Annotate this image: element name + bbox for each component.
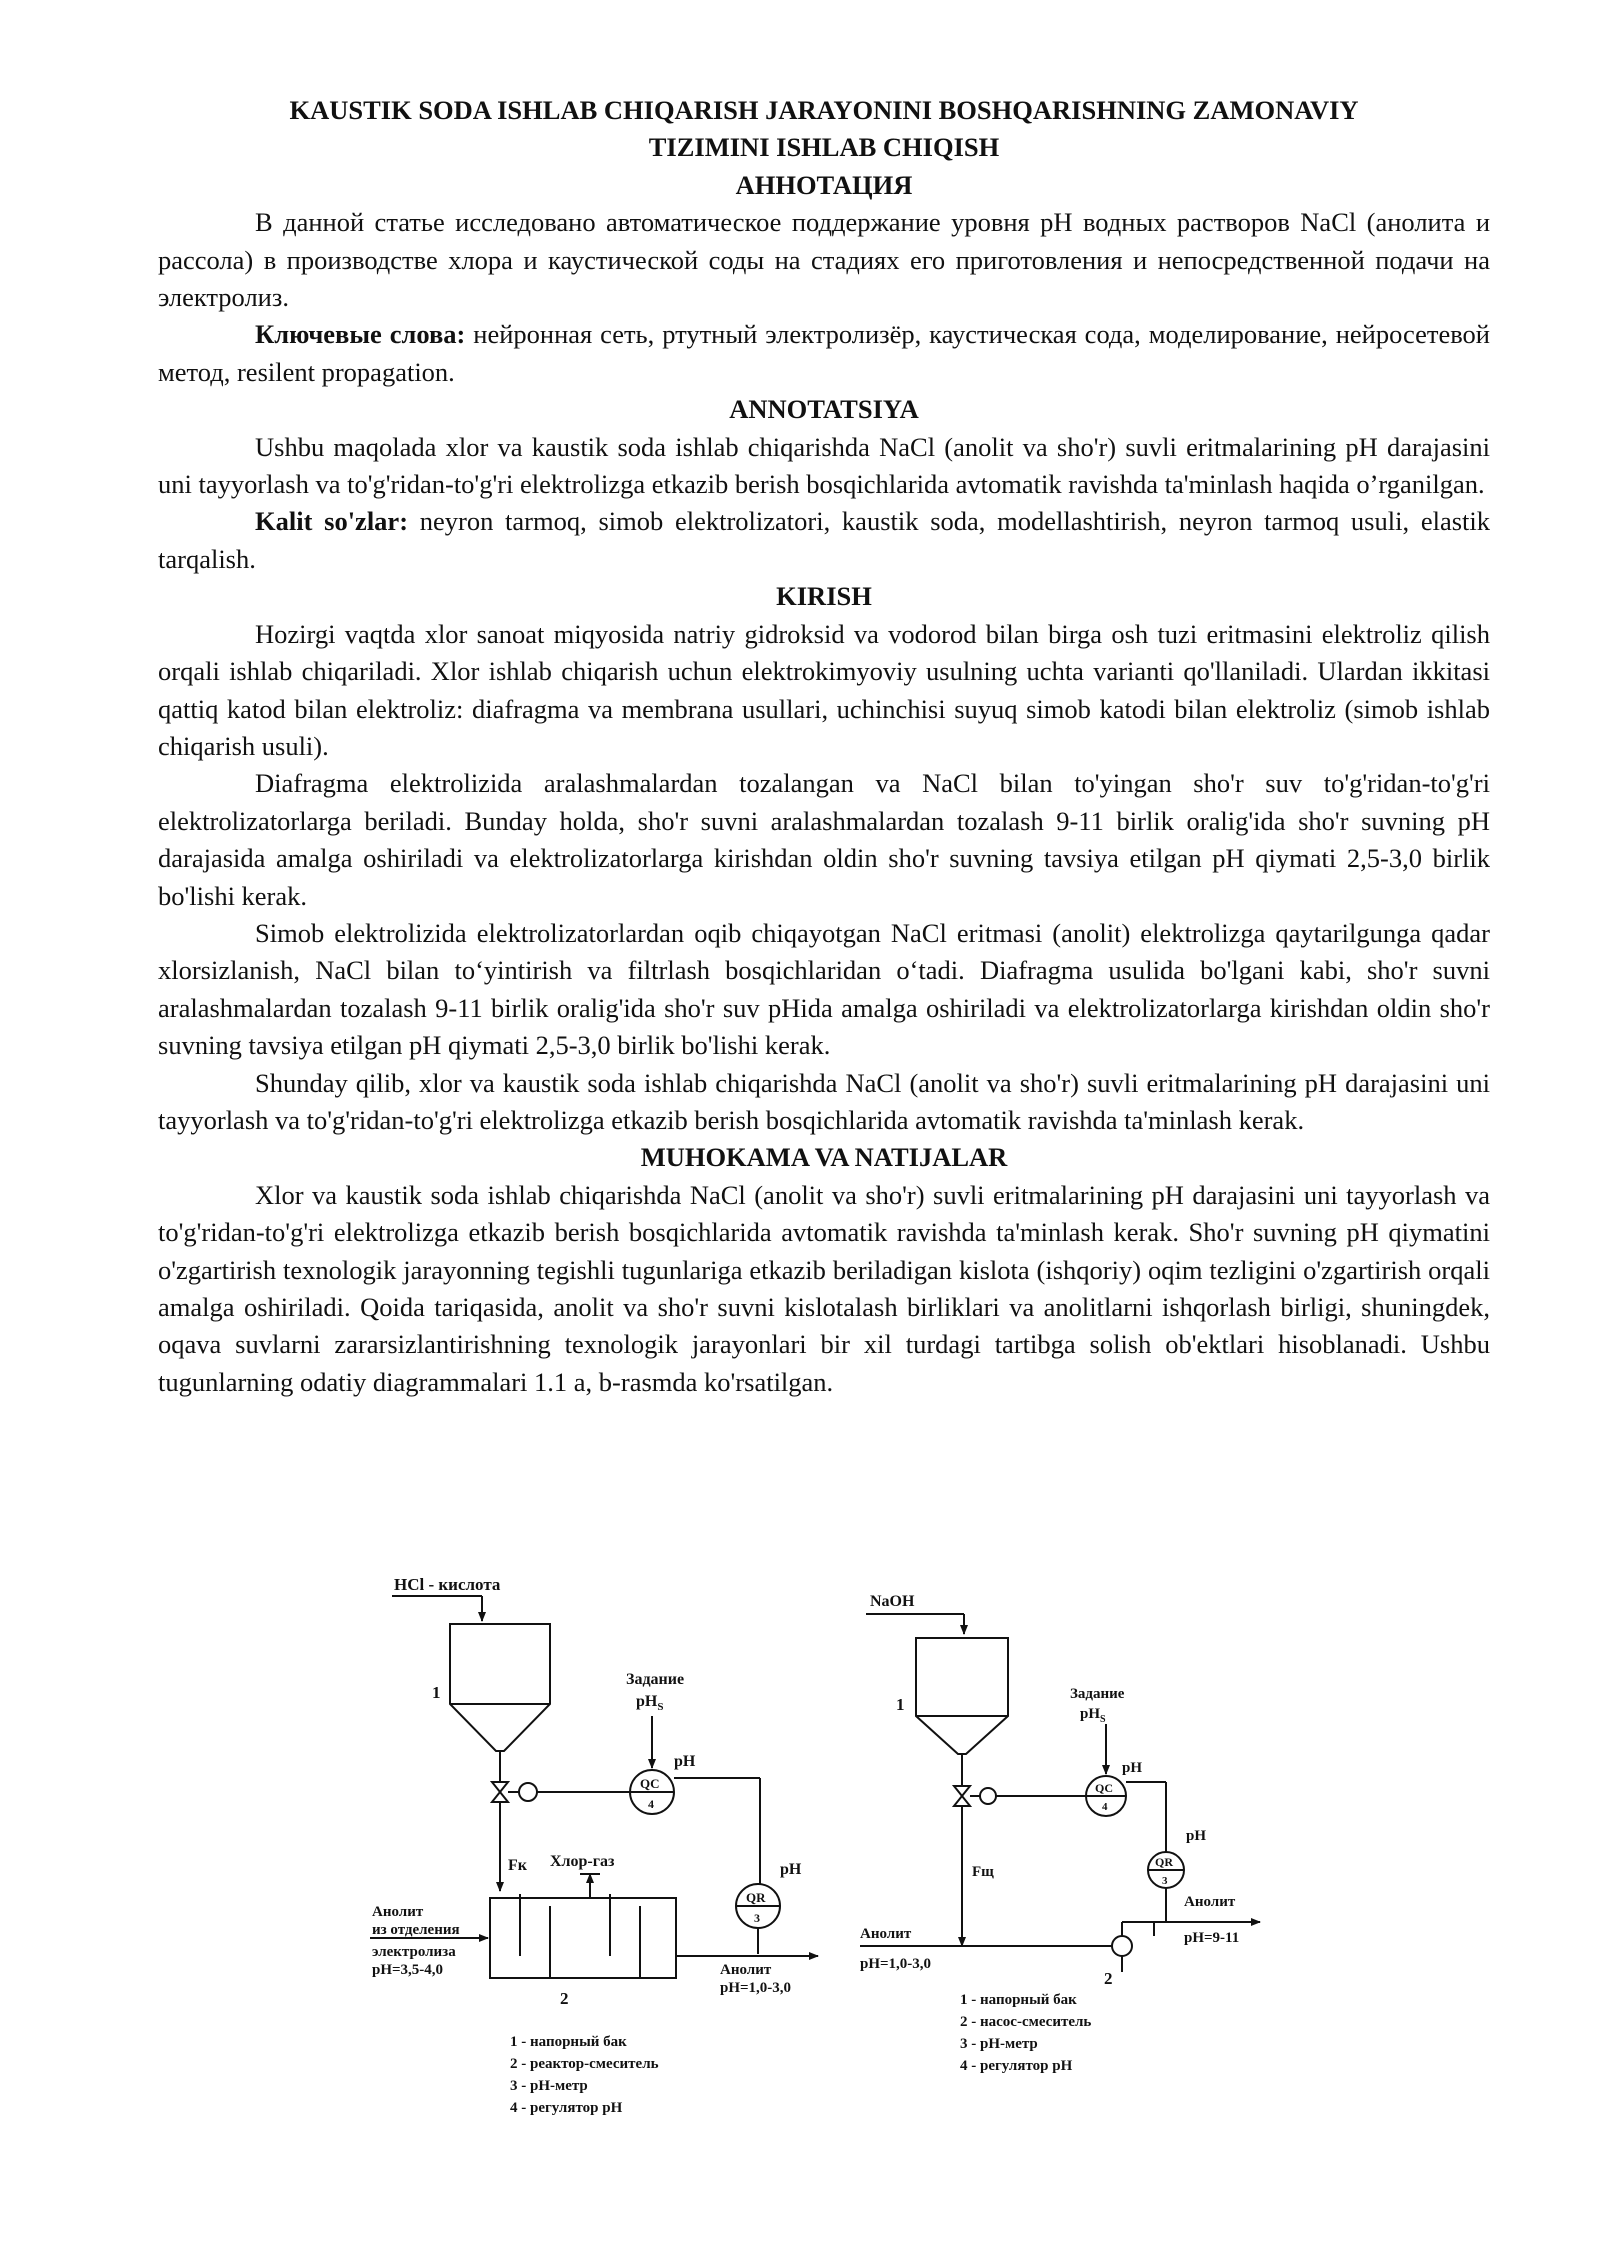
qr-number: 3 — [1162, 1875, 1168, 1887]
reactor-number: 2 — [560, 1989, 569, 2008]
naoh-input-label: NaOH — [870, 1593, 915, 1610]
anolyte-in-label-3: электролиза — [372, 1944, 456, 1960]
intro-paragraph-3: Simob elektrolizida elektrolizatorlardan oqib chiqayotgan NaCl eritmasi (anolit) elektrolizga qaytarilgunga qadar xlorsizlanish, NaCl bilan to‘yintirish va filtrlash bosqichlaridan o‘tadi. Diafragma usulida bo'lgani kabi, sho'r suvni aralashmalardan tozalash 9-11 birlik oralig'ida sho'r suv pHida amalga oshiriladi va elektrolizatorlarga kirishdan oldin sho'r suvning tavsiya etilgan pH qiymati 2,5-3,0 birlik bo'lishi kerak. — [158, 917, 1490, 1061]
uz-keywords-text: neyron tarmoq, simob elektrolizatori, kaustik soda, modellashtirish, neyron tarmoq usuli, elastik tarqalish. — [158, 506, 1490, 574]
setpoint-symbol: $pH_S$ — [1080, 1706, 1106, 1725]
legend-item-3: 3 - рН-метр — [510, 2078, 588, 2094]
chlorine-gas-label: Хлор-газ — [550, 1853, 615, 1870]
legend-item-1: 1 - напорный бак — [960, 1992, 1077, 2008]
anolyte-in-label-1: Анолит — [372, 1904, 424, 1920]
ru-keywords-text: нейронная сеть, ртутный электролизёр, каустическая сода, моделирование, нейросетевой метод, resilent propagation. — [158, 319, 1490, 387]
pump-mixer — [1112, 1936, 1132, 1956]
anolyte-in-label-2: из отделения — [372, 1922, 460, 1938]
setpoint-symbol: $pH_S$ — [636, 1693, 664, 1713]
article — [158, 92, 1490, 1401]
tank-number: 1 — [896, 1695, 905, 1714]
discussion-paragraph-1: Xlor va kaustik soda ishlab chiqarishda NaCl (anolit va sho'r) suvli eritmalarining pH darajasini uni tayyorlash va to'g'ridan-to'g'ri elektrolizga etkazib berish bosqichlarida avtomatik ravishda ta'minlash kerak. Sho'r suvning pH qiymatini o'zgartirish texnologik jarayonning tegishli tugunlariga etkazib beriladigan kislota (ishqoriy) oqim tezligini o'zgartirish orqali amalga oshiriladi. Qoida tariqasida, anolit va sho'r suvni kislotalash birliklari va anolitlarni ishqorlash birligi, shuningdek, oqava suvlarni zararsizlantirishning texnologik jarayonlari bir xil turdagi tartibga solish ob'ektlari hisoblanadi. Ushbu tugunlarning odatiy diagrammalari 1.1 a, b-rasmda ko'rsatilgan. — [158, 1179, 1490, 1397]
ph-label-2: pH — [780, 1861, 802, 1878]
intro-heading: KIRISH — [776, 581, 872, 612]
anolyte-out-label-1: Анолит — [1184, 1894, 1236, 1910]
ph-label-1: pH — [674, 1753, 696, 1770]
setpoint-label: Задание — [626, 1671, 685, 1688]
uz-keywords — [158, 503, 1490, 578]
legend-item-4: 4 - регулятор pH — [510, 2100, 623, 2116]
article-title-line2: TIZIMINI ISHLAB CHIQISH — [648, 132, 1000, 163]
ru-abstract: В данной статье исследовано автоматическое поддержание уровня pH водных растворов NaCl (анолита и рассола) в производстве хлора и каустической соды на стадиях его приготовления и непосредственной подачи на электролиз. — [158, 207, 1490, 313]
intro-paragraph-4: Shunday qilib, xlor va kaustik soda ishlab chiqarishda NaCl (anolit va sho'r) suvli eritmalarining pH darajasini uni tayyorlash va to'g'ridan-to'g'ri elektrolizga etkazib berish bosqichlarida avtomatik ravishda ta'minlash kerak. — [158, 1067, 1490, 1135]
ph-label-1: pH — [1122, 1760, 1143, 1776]
legend-item-2: 2 - реактор-смеситель — [510, 2056, 659, 2072]
control-valve — [954, 1786, 970, 1806]
pump-number: 2 — [1104, 1969, 1113, 1988]
legend-item-2: 2 - насос-смеситель — [960, 2014, 1092, 2030]
anolyte-in-label-4: pH=3,5-4,0 — [372, 1962, 444, 1978]
tank-number: 1 — [432, 1683, 441, 1702]
legend-item-4: 4 - регулятор pH — [960, 2058, 1073, 2074]
anolyte-out-label-2: pH=9-11 — [1184, 1930, 1240, 1946]
setpoint-label: Задание — [1070, 1686, 1125, 1702]
anolyte-out-label-2: pH=1,0-3,0 — [720, 1980, 792, 1996]
flow-label: Fк — [508, 1857, 527, 1874]
acid-input-label: HCl - кислота — [394, 1576, 501, 1594]
intro-paragraph-1: Hozirgi vaqtda xlor sanoat miqyosida natriy gidroksid va vodorod bilan birga osh tuzi eritmasini elektroliz qilish orqali ishlab chiqariladi. Xlor ishlab chiqarish uchun elektrokimyoviy usulning uchta varianti qo'llaniladi. Ulardan ikkitasi qattiq katod bilan elektroliz: diafragma va membrana usullari, uchinchisi suyuq simob katodi bilan elektroliz (simob ishlab chiqarish usuli). — [158, 618, 1490, 761]
qc-number: 4 — [1102, 1801, 1108, 1813]
diagram-b — [860, 1576, 1280, 2156]
anolyte-in-label-1: Анолит — [860, 1926, 912, 1942]
uz-keywords-label: Kalit so'zlar: — [255, 506, 409, 537]
anolyte-in-label-2: pH=1,0-3,0 — [860, 1956, 932, 1972]
flow-label: Fщ — [972, 1864, 994, 1880]
uz-abstract-heading: ANNOTATSIYA — [729, 394, 919, 425]
control-valve — [492, 1782, 508, 1802]
diagram-a — [370, 1576, 850, 2156]
uz-abstract: Ushbu maqolada xlor va kaustik soda ishlab chiqarishda NaCl (anolit va sho'r) suvli eritmalarining pH darajasini uni tayyorlash va to'g'ridan-to'g'ri elektrolizga etkazib berish bosqichlarida avtomatik ravishda ta'minlash haqida o’rganilgan. — [158, 431, 1490, 500]
legend-item-3: 3 - рН-метр — [960, 2036, 1038, 2052]
figure-1-1 — [0, 1576, 1600, 2176]
pressure-tank — [916, 1638, 1008, 1754]
qr-number: 3 — [754, 1911, 760, 1925]
qr-label: QR — [746, 1890, 766, 1905]
anolyte-out-label-1: Анолит — [720, 1962, 772, 1978]
discussion-heading: MUHOKAMA VA NATIJALAR — [640, 1142, 1008, 1173]
ru-abstract-heading: АННОТАЦИЯ — [735, 169, 913, 200]
qc-label: QC — [640, 1776, 660, 1791]
ph-label-2: pH — [1186, 1828, 1207, 1844]
ru-keywords — [158, 316, 1490, 391]
article-title-line1: KAUSTIK SODA ISHLAB CHIQARISH JARAYONINI BOSHQARISHNING ZAMONAVIY — [289, 95, 1359, 125]
intro-paragraph-2: Diafragma elektrolizida aralashmalardan tozalangan va NaCl bilan to'yingan sho'r suv to'g'ridan-to'g'ri elektrolizatorlarga beriladi. Bunday holda, sho'r suvni aralashmalardan tozalash 9-11 birlik oralig'ida sho'r suvning pH darajasida amalga oshiriladi va elektrolizatorlarga kirishdan oldin sho'r suvning tavsiya etilgan pH qiymati 2,5-3,0 birlik bo'lishi kerak. — [158, 768, 1490, 911]
qr-label: QR — [1155, 1855, 1173, 1869]
qc-number: 4 — [648, 1797, 654, 1811]
qc-label: QC — [1095, 1781, 1113, 1795]
legend-item-1: 1 - напорный бак — [510, 2034, 627, 2050]
pressure-tank — [450, 1624, 550, 1751]
ru-keywords-label: Ключевые слова: — [255, 319, 466, 350]
reactor-mixer — [490, 1898, 676, 1978]
